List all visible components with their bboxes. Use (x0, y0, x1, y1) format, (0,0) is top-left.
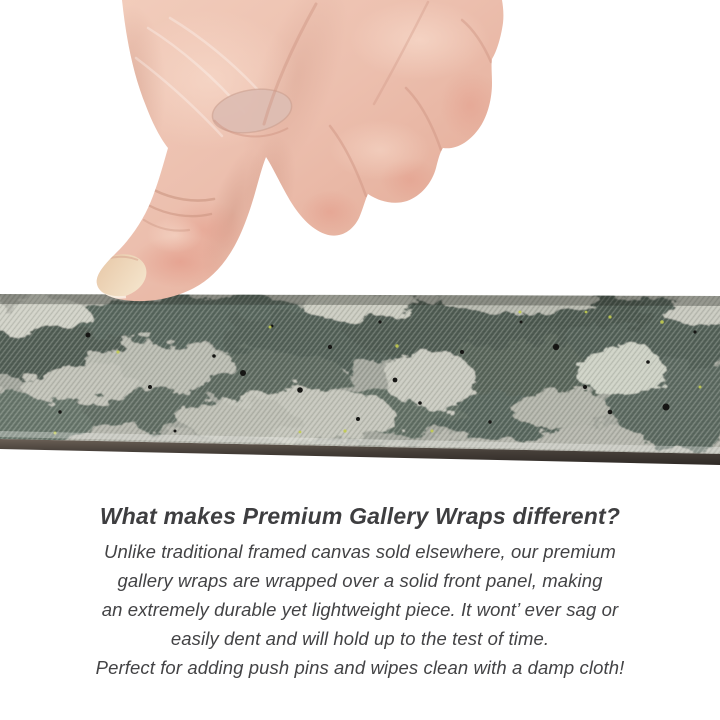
marketing-copy (0, 503, 720, 682)
body-line-5: Perfect for adding push pins and wipes clean with a damp cloth! (95, 657, 625, 678)
headline: What makes Premium Gallery Wraps different? (99, 503, 621, 529)
hand-pressing-thumb-photo (0, 0, 520, 310)
canvas-edge-photo (0, 290, 720, 480)
body-line-4: easily dent and will hold up to the test of time. (170, 628, 550, 649)
body-line-1: Unlike traditional framed canvas sold elsewhere, our premium (104, 541, 616, 562)
body-line-3: an extremely durable yet lightweight piece. It wont’ ever sag or (101, 599, 619, 620)
body-line-2: gallery wraps are wrapped over a solid front panel, making (117, 570, 603, 591)
